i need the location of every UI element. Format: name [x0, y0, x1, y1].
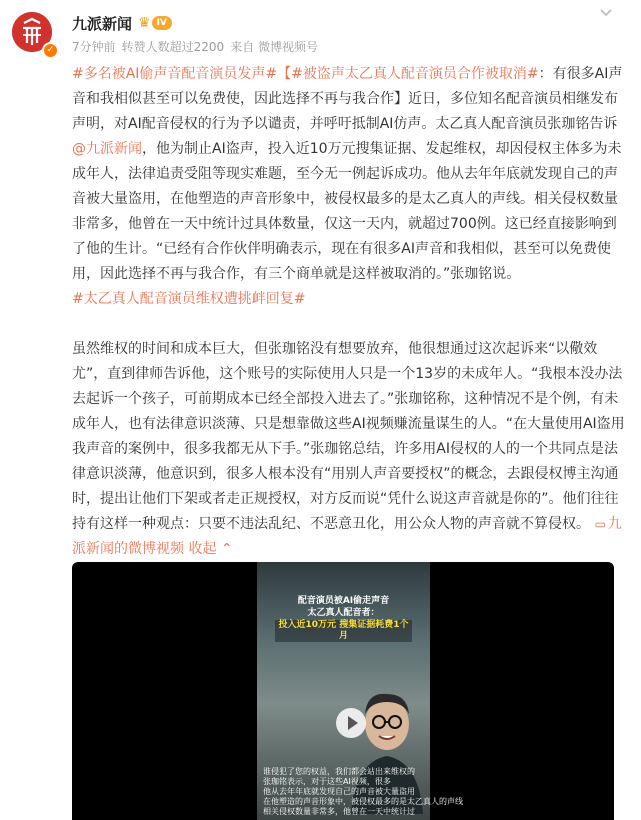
- video-caption: 太乙真人配音者：: [307, 608, 380, 618]
- video-subtitle: 张珈铭表示，对于这些AI视频，很多: [263, 777, 391, 786]
- play-button-icon[interactable]: [336, 708, 366, 738]
- video-link-icon: ▭: [594, 517, 606, 531]
- collapse-button[interactable]: [188, 541, 232, 557]
- chevron-up-icon: ⌃: [220, 541, 233, 557]
- mention-link[interactable]: @九派新闻: [72, 141, 142, 157]
- repost-count: 转赞人数超过2200: [121, 40, 225, 54]
- video-subtitle: 他从去年年底就发现自己的声音被大量盗用: [263, 787, 415, 796]
- post-paragraph-2: [72, 337, 627, 562]
- post-header: [0, 0, 641, 60]
- collapse-label: 收起: [188, 541, 217, 557]
- hashtag-link[interactable]: 【#被盗声太乙真人配音演员合作被取消#: [277, 66, 539, 82]
- post-meta: [72, 38, 324, 55]
- crown-icon: ♛: [138, 15, 151, 31]
- post-text: 虽然维权的时间和成本巨大，但张珈铭没有想要放弃，他很想通过这次起诉来“以儆效尤”，直到律师告诉他，这个账号的实际使用人只是一个13岁的未成年人。“我根本没办法去起诉一个孩子，可前期成本已经全部投入进去了。”张珈铭称，这种情况不是个例，有未成年人，也有法律意识淡薄、只是想靠做这些AI视频赚流量谋生的人。“在大量使用AI盗用我声音的案例中，很多我都无从下手。”张珈铭总结，许多用AI侵权的人的一个共同点是法律意识淡薄，他意识到，很多人根本没有“用别人声音要授权”的概念，去跟侵权博主沟通时，提出让他们下架或者走正规授权，对方反而说“凭什么说这声音就是你的”。他们往往持有这样一种观点：只要不违法乱纪、不恶意丑化，用公众人物的声音就不算侵权。: [72, 341, 625, 532]
- hashtag-link[interactable]: #太乙真人配音演员维权遭挑衅回复#: [72, 291, 306, 307]
- video-caption: 配音演员被AI偷走声音: [297, 596, 390, 606]
- post-source[interactable]: 来自 微博视频号: [230, 40, 319, 54]
- hashtag-link[interactable]: #多名被AI偷声音配音演员发声#: [72, 66, 278, 82]
- level-badge[interactable]: [138, 15, 172, 31]
- post-body: [72, 62, 627, 562]
- username[interactable]: 九派新闻: [72, 15, 133, 33]
- verified-badge-icon: ✓: [42, 42, 59, 59]
- post-paragraph-hashtag: [72, 287, 627, 312]
- video-frame[interactable]: [257, 562, 463, 820]
- video-subtitle: 相关侵权数量非常多，他曾在一天中统计过: [263, 807, 415, 816]
- video-player[interactable]: [72, 562, 614, 820]
- video-subtitle: 谁侵犯了您的权益，我们都会站出来维权的: [263, 767, 415, 776]
- post-paragraph-1: [72, 62, 627, 287]
- level-label: IV: [152, 16, 172, 30]
- post-text: ，他为制止AI盗声，投入近10万元搜集证据、发起维权，却因侵权主体多为未成年人，法律追责受阻等现实难题，至今无一例起诉成功。他从去年年底就发现自己的声音被大量盗用，在他塑造的声音形象中，被侵权最多的是太乙真人的声线。相关侵权数量非常多，他曾在一天中统计过具体数量，仅这一天内，就超过700例。这已经直接影响到了他的生计。“已经有合作伙伴明确表示，现在有很多AI声音和我相似，甚至可以免费使用，因此选择不再与我合作，有三个商单就是这样被取消的。”张珈铭说。: [72, 141, 622, 282]
- video-subtitle: 在他塑造的声音形象中，被侵权最多的是太乙真人的声线: [263, 797, 463, 806]
- post-text: ：有很多AI声音和我相似甚至可以免费使，因此选择不再与我合作】近日，多位知名配音演员相继发布声明，对AI配音侵权的行为予以谴责，并呼吁抵制AI仿声。太乙真人配音演员张珈铭告诉: [72, 66, 623, 132]
- chevron-down-icon[interactable]: [597, 4, 615, 22]
- post-time[interactable]: 7分钟前: [72, 40, 116, 54]
- video-link-label: 九派新闻的微博视频: [72, 516, 622, 557]
- video-caption-highlight: 投入近10万元 搜集证据耗费1个月: [275, 620, 412, 642]
